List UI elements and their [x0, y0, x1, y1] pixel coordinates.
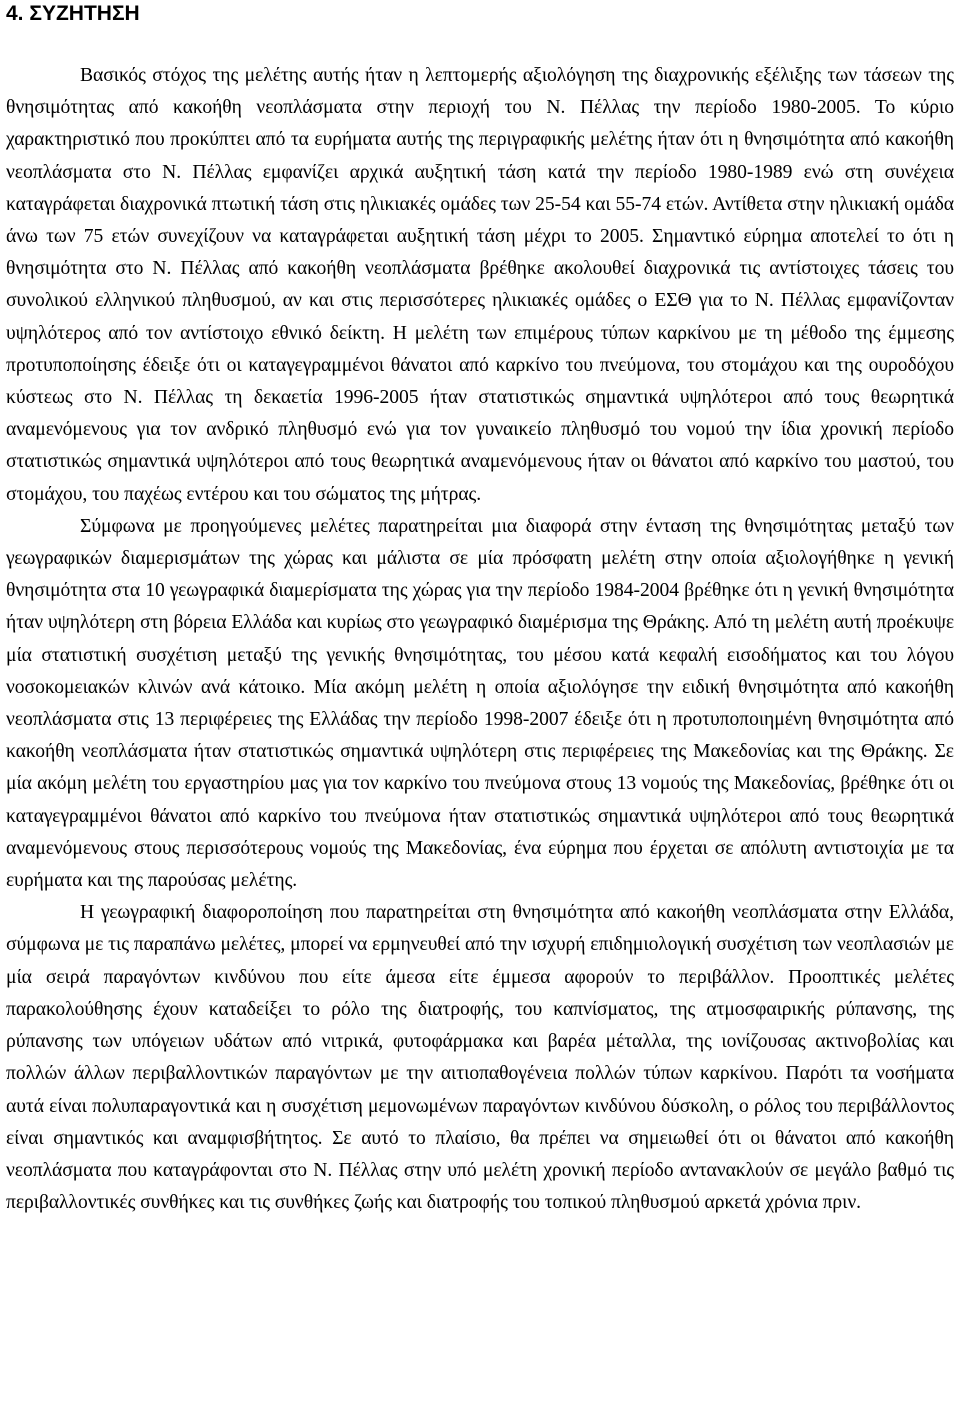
paragraph-3: Η γεωγραφική διαφοροποίηση που παρατηρείται στη θνησιμότητα από κακοήθη νεοπλάσματα στην Ελλάδα, σύμφωνα με τις παραπάνω μελέτες, μπορεί να ερμηνευθεί από την ισχυρή επιδημιολογική συσχέτιση των νεοπλασιών με μία σειρά παραγόντων κινδύνου που είτε άμεσα είτε έμμεσα αφορούν το περιβάλλον. Προοπτικές μελέτες παρακολούθησης έχουν καταδείξει το ρόλο της διατροφής, του καπνίσματος, της ατμοσφαιρικής ρύπανσης, της ρύπανσης των υπόγειων υδάτων από νιτρικά, φυτοφάρμακα και βαρέα μέταλλα, της ιονίζουσας ακτινοβολίας και πολλών άλλων περιβαλλοντικών παραγόντων με την αιτιοπαθογένεια πολλών τύπων καρκίνου. Παρότι τα νοσήματα αυτά είναι πολυπαραγοντικά και η συσχέτιση μεμονωμένων παραγόντων κινδύνου δύσκολη, ο ρόλος του περιβάλλοντος είναι σημαντικός και αναμφισβήτητος. Σε αυτό το πλαίσιο, θα πρέπει να σημειωθεί ότι οι θάνατοι από κακοήθη νεοπλάσματα που καταγράφονται στο Ν. Πέλλας στην υπό μελέτη χρονική περίοδο αντανακλούν σε μεγάλο βαθμό τις περιβαλλοντικές συνθήκες και τις συνθήκες ζωής και διατροφής του τοπικού πληθυσμού αρκετά χρόνια πριν.	[6, 902, 954, 1214]
section-heading: 4. ΣΥΖΗΤΗΣΗ	[6, 2, 140, 25]
paragraph-2: Σύμφωνα με προηγούμενες μελέτες παρατηρείται μια διαφορά στην ένταση της θνησιμότητας μεταξύ των γεωγραφικών διαμερισμάτων της χώρας και μάλιστα σε μία πρόσφατη μελέτη στην οποία αξιολογήθηκε η γενική θνησιμότητα στα 10 γεωγραφικά διαμερίσματα της χώρας για την περίοδο 1984-2004 βρέθηκε ότι η γενική θνησιμότητα ήταν υψηλότερη στη βόρεια Ελλάδα και κυρίως στο γεωγραφικό διαμέρισμα της Θράκης. Από τη μελέτη αυτή προέκυψε μία στατιστική συσχέτιση μεταξύ της γενικής θνησιμότητας, του μέσου κατά κεφαλή εισοδήματος και του λόγου νοσοκομειακών κλινών ανά κάτοικο. Μία ακόμη μελέτη η οποία αξιολόγησε την ειδική θνησιμότητα από κακοήθη νεοπλάσματα στις 13 περιφέρειες της Ελλάδας την περίοδο 1998-2007 έδειξε ότι η προτυποποιημένη θνησιμότητα από κακοήθη νεοπλάσματα ήταν στατιστικώς σημαντικά υψηλότερη στις περιφέρειες της Μακεδονίας και της Θράκης. Σε μία ακόμη μελέτη του εργαστηρίου μας για τον καρκίνο του πνεύμονα στους 13 νομούς της Μακεδονίας, βρέθηκε ότι οι καταγεγραμμένοι θάνατοι από καρκίνο του πνεύμονα ήταν στατιστικώς σημαντικά υψηλότεροι από τους θεωρητικά αναμενόμενους στους περισσότερους νομούς της Μακεδονίας, ένα εύρημα που έρχεται σε απόλυτη αντιστοιχία με τα ευρήματα και της παρούσας μελέτης.	[6, 515, 954, 892]
discussion-body	[6, 60, 954, 1219]
paragraph-1: Βασικός στόχος της μελέτης αυτής ήταν η λεπτομερής αξιολόγηση της διαχρονικής εξέλιξης των τάσεων της θνησιμότητας από κακοήθη νεοπλάσματα στην περιοχή του Ν. Πέλλας την περίοδο 1980-2005. Το κύριο χαρακτηριστικό που προκύπτει από τα ευρήματα αυτής της περιγραφικής μελέτης ήταν ότι η θνησιμότητα από κακοήθη νεοπλάσματα στο Ν. Πέλλας εμφανίζει αρχικά αυξητική τάση κατά την περίοδο 1980-1989 ενώ στη συνέχεια καταγράφεται διαχρονικά πτωτική τάση στις ηλικιακές ομάδες των 25-54 και 55-74 ετών. Αντίθετα στην ηλικιακή ομάδα άνω των 75 ετών συνεχίζουν να καταγράφεται αυξητική τάση μέχρι το 2005. Σημαντικό εύρημα αποτελεί το ότι η θνησιμότητα στο Ν. Πέλλας από κακοήθη νεοπλάσματα βρέθηκε ακολουθεί διαχρονικά τις αντίστοιχες τάσεις του συνολικού ελληνικού πληθυσμού, αν και στις περισσότερες ηλικιακές ομάδες ο ΕΣΘ για το Ν. Πέλλας εμφανίζονταν υψηλότερος από τον αντίστοιχο εθνικό δείκτη. Η μελέτη των επιμέρους τύπων καρκίνου με τη μέθοδο της έμμεσης προτυποποίησης έδειξε ότι οι καταγεγραμμένοι θάνατοι από καρκίνο του πνεύμονα, του στομάχου και της ουροδόχου κύστεως στο Ν. Πέλλας τη δεκαετία 1996-2005 ήταν στατιστικώς σημαντικά υψηλότεροι από τους θεωρητικά αναμενόμενους για τον ανδρικό πληθυσμό ενώ για τον γυναικείο πληθυσμό του νομού την ίδια χρονική περίοδο στατιστικώς σημαντικά υψηλότεροι από τους θεωρητικά αναμενόμενους ήταν οι θάνατοι από καρκίνο του μαστού, του στομάχου, του παχέως εντέρου και του σώματος της μήτρας.	[6, 65, 954, 505]
document-page	[6, 0, 954, 1219]
